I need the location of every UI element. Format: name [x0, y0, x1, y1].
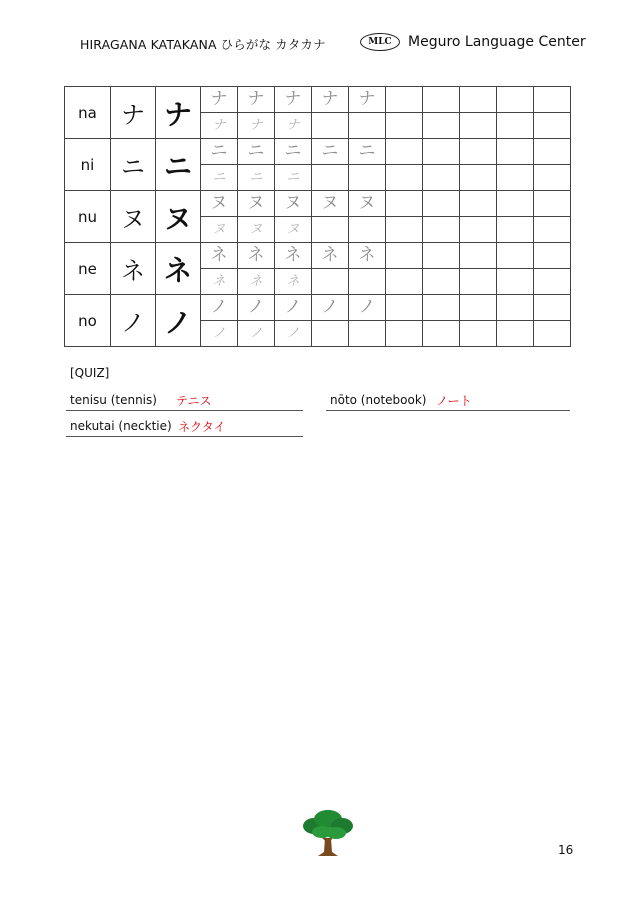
practice-cell: [460, 217, 497, 243]
practice-cell: [423, 269, 460, 295]
practice-cell: [460, 113, 497, 139]
trace-character: ヌ: [349, 191, 386, 217]
practice-cell: [534, 243, 571, 269]
practice-cell: [386, 243, 423, 269]
practice-cell: [349, 321, 386, 347]
quiz-answer: テニス: [176, 393, 212, 408]
practice-cell: [349, 113, 386, 139]
trace-character: ナ: [275, 87, 312, 113]
practice-cell: [386, 269, 423, 295]
practice-cell: [534, 217, 571, 243]
trace-character-faint: ナ: [201, 113, 238, 139]
practice-cell: [386, 191, 423, 217]
practice-cell: [386, 139, 423, 165]
practice-row-no: [65, 295, 571, 321]
trace-character: ヌ: [312, 191, 349, 217]
quiz-title: [QUIZ]: [70, 366, 110, 380]
trace-character: ノ: [312, 295, 349, 321]
trace-character: ノ: [238, 295, 275, 321]
trace-character: ヌ: [238, 191, 275, 217]
practice-cell: [497, 269, 534, 295]
model-character: ニ: [111, 139, 156, 191]
trace-character-faint: ナ: [238, 113, 275, 139]
quiz-item-tennis: [66, 390, 303, 411]
model-character: ナ: [111, 87, 156, 139]
model-character: ノ: [111, 295, 156, 347]
practice-cell: [534, 165, 571, 191]
practice-cell: [312, 217, 349, 243]
model-character-bold: ノ: [156, 295, 201, 347]
quiz-prompt: nekutai (necktie): [70, 419, 172, 433]
practice-row-ni: [65, 139, 571, 165]
trace-character: ナ: [312, 87, 349, 113]
practice-cell: [423, 87, 460, 113]
model-character: ネ: [111, 243, 156, 295]
model-character-bold: ニ: [156, 139, 201, 191]
practice-row-nu: [65, 191, 571, 217]
practice-cell: [423, 217, 460, 243]
practice-cell: [497, 217, 534, 243]
practice-cell: [534, 269, 571, 295]
page-number: 16: [558, 843, 574, 857]
trace-character: ニ: [238, 139, 275, 165]
trace-character-faint: ノ: [201, 321, 238, 347]
practice-cell: [349, 269, 386, 295]
header-brand: [360, 33, 586, 51]
practice-cell: [423, 165, 460, 191]
trace-character: ナ: [201, 87, 238, 113]
trace-character: ノ: [349, 295, 386, 321]
mlc-logo: MLC: [360, 33, 400, 51]
practice-cell: [534, 295, 571, 321]
model-character: ヌ: [111, 191, 156, 243]
practice-row-ne: [65, 243, 571, 269]
practice-cell: [497, 139, 534, 165]
trace-character-faint: ネ: [201, 269, 238, 295]
practice-cell: [386, 217, 423, 243]
practice-cell: [312, 321, 349, 347]
trace-character: ナ: [349, 87, 386, 113]
practice-cell: [386, 113, 423, 139]
trace-character: ネ: [275, 243, 312, 269]
practice-cell: [386, 165, 423, 191]
model-character-bold: ナ: [156, 87, 201, 139]
trace-character: ニ: [201, 139, 238, 165]
practice-cell: [534, 113, 571, 139]
practice-cell: [423, 191, 460, 217]
practice-cell: [497, 87, 534, 113]
practice-cell: [349, 165, 386, 191]
quiz-item-notebook: [326, 390, 570, 411]
practice-cell: [423, 139, 460, 165]
romaji-label: nu: [65, 191, 111, 243]
trace-character: ネ: [201, 243, 238, 269]
practice-cell: [349, 217, 386, 243]
practice-cell: [386, 321, 423, 347]
trace-character-faint: ヌ: [275, 217, 312, 243]
trace-character: ヌ: [201, 191, 238, 217]
romaji-label: na: [65, 87, 111, 139]
trace-character: ニ: [349, 139, 386, 165]
romaji-label: ne: [65, 243, 111, 295]
trace-character: ノ: [275, 295, 312, 321]
quiz-answer: ノート: [436, 393, 472, 408]
trace-character: ノ: [201, 295, 238, 321]
practice-table: [64, 86, 571, 347]
trace-character: ネ: [312, 243, 349, 269]
trace-character: ヌ: [275, 191, 312, 217]
trace-character: ネ: [349, 243, 386, 269]
practice-cell: [534, 191, 571, 217]
trace-character-faint: ヌ: [201, 217, 238, 243]
practice-cell: [460, 269, 497, 295]
practice-cell: [386, 87, 423, 113]
practice-cell: [460, 321, 497, 347]
trace-character: ナ: [238, 87, 275, 113]
practice-cell: [534, 87, 571, 113]
practice-cell: [423, 243, 460, 269]
practice-cell: [386, 295, 423, 321]
practice-cell: [312, 165, 349, 191]
practice-cell: [460, 191, 497, 217]
practice-cell: [423, 113, 460, 139]
practice-cell: [460, 243, 497, 269]
trace-character-faint: ネ: [238, 269, 275, 295]
practice-cell: [497, 191, 534, 217]
practice-row-na: [65, 87, 571, 113]
practice-cell: [534, 321, 571, 347]
model-character-bold: ネ: [156, 243, 201, 295]
trace-character: ネ: [238, 243, 275, 269]
practice-cell: [312, 113, 349, 139]
trace-character-faint: ニ: [238, 165, 275, 191]
trace-character-faint: ノ: [238, 321, 275, 347]
tree-icon: [300, 808, 356, 862]
trace-character-faint: ニ: [275, 165, 312, 191]
practice-cell: [497, 113, 534, 139]
practice-cell: [460, 87, 497, 113]
practice-cell: [312, 269, 349, 295]
quiz-prompt: tenisu (tennis): [70, 393, 157, 407]
practice-cell: [497, 165, 534, 191]
practice-cell: [534, 139, 571, 165]
trace-character-faint: ノ: [275, 321, 312, 347]
trace-character-faint: ネ: [275, 269, 312, 295]
trace-character-faint: ヌ: [238, 217, 275, 243]
trace-character-faint: ニ: [201, 165, 238, 191]
trace-character-faint: ナ: [275, 113, 312, 139]
romaji-label: ni: [65, 139, 111, 191]
center-name: Meguro Language Center: [408, 34, 586, 50]
romaji-label: no: [65, 295, 111, 347]
header-title: HIRAGANA KATAKANA ひらがな カタカナ: [80, 37, 326, 52]
practice-cell: [460, 165, 497, 191]
practice-cell: [497, 321, 534, 347]
trace-character: ニ: [275, 139, 312, 165]
model-character-bold: ヌ: [156, 191, 201, 243]
quiz-item-necktie: [66, 416, 303, 437]
practice-cell: [497, 295, 534, 321]
practice-cell: [460, 139, 497, 165]
practice-cell: [423, 321, 460, 347]
practice-cell: [460, 295, 497, 321]
practice-cell: [423, 295, 460, 321]
practice-cell: [497, 243, 534, 269]
trace-character: ニ: [312, 139, 349, 165]
quiz-answer: ネクタイ: [178, 419, 226, 434]
quiz-prompt: nōto (notebook): [330, 393, 427, 407]
